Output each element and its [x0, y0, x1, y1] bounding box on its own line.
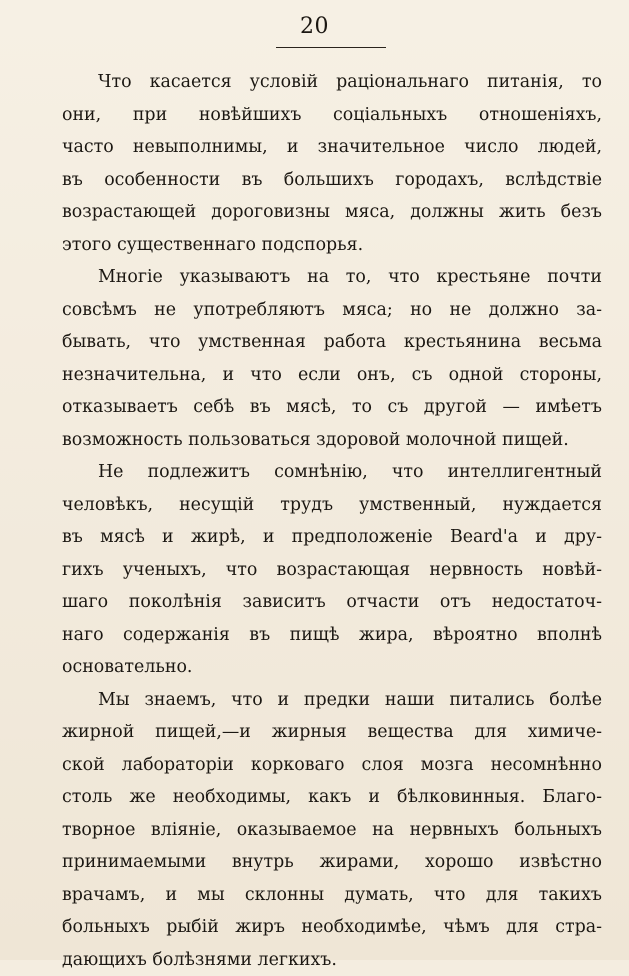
text-line: этого существеннаго подспорья.	[62, 229, 602, 262]
paragraph-3	[62, 456, 602, 684]
text-line: отказываетъ себѣ въ мясѣ, то съ другой — имѣетъ	[62, 391, 602, 424]
text-line: столь же необходимы, какъ и бѣлковинныя. Благо-	[62, 781, 602, 814]
text-line: бывать, что умственная работа крестьянина весьма	[62, 326, 602, 359]
text-line: врачамъ, и мы склонны думать, что для такихъ	[62, 879, 602, 912]
text-line: часто невыполнимы, и значительное число людей,	[62, 131, 602, 164]
text-line: шаго поколѣнія зависитъ отчасти отъ недостаточ-	[62, 586, 602, 619]
paragraph-1	[62, 66, 602, 261]
text-line: совсѣмъ не употребляютъ мяса; но не должно за-	[62, 294, 602, 327]
text-line: въ мясѣ и жирѣ, и предположеніе Beard'а и дру-	[62, 521, 602, 554]
text-line: больныхъ рыбій жиръ необходимѣе, чѣмъ для стра-	[62, 911, 602, 944]
text-line: Мы знаемъ, что и предки наши питались болѣе	[62, 684, 602, 717]
text-line: возрастающей дороговизны мяса, должны жить безъ	[62, 196, 602, 229]
paragraph-2	[62, 261, 602, 456]
text-line: наго содержанія въ пищѣ жира, вѣроятно вполнѣ	[62, 619, 602, 652]
text-line: незначительна, и что если онъ, съ одной стороны,	[62, 359, 602, 392]
text-line: въ особенности въ большихъ городахъ, вслѣдствіе	[62, 164, 602, 197]
page-number: 20	[0, 14, 629, 39]
text-line: они, при новѣйшихъ соціальныхъ отношеніяхъ,	[62, 99, 602, 132]
text-line: дающихъ болѣзнями легкихъ.	[62, 944, 602, 976]
text-line: человѣкъ, несущій трудъ умственный, нуждается	[62, 489, 602, 522]
text-line: принимаемыми внутрь жирами, хорошо извѣстно	[62, 846, 602, 879]
text-line: основательно.	[62, 651, 602, 684]
text-line: творное вліяніе, оказываемое на нервныхъ больныхъ	[62, 814, 602, 847]
text-line: ской лабораторіи корковаго слоя мозга несомнѣнно	[62, 749, 602, 782]
paragraph-4	[62, 684, 602, 976]
text-line: возможность пользоваться здоровой молочной пищей.	[62, 424, 602, 457]
body-text	[62, 66, 602, 976]
header-rule	[276, 47, 386, 48]
text-line: Что касается условій раціональнаго питанія, то	[62, 66, 602, 99]
text-line: Не подлежитъ сомнѣнію, что интеллигентный	[62, 456, 602, 489]
text-line: жирной пищей,—и жирныя вещества для химиче-	[62, 716, 602, 749]
text-line: гихъ ученыхъ, что возрастающая нервность новѣй-	[62, 554, 602, 587]
text-line: Многіе указываютъ на то, что крестьяне почти	[62, 261, 602, 294]
